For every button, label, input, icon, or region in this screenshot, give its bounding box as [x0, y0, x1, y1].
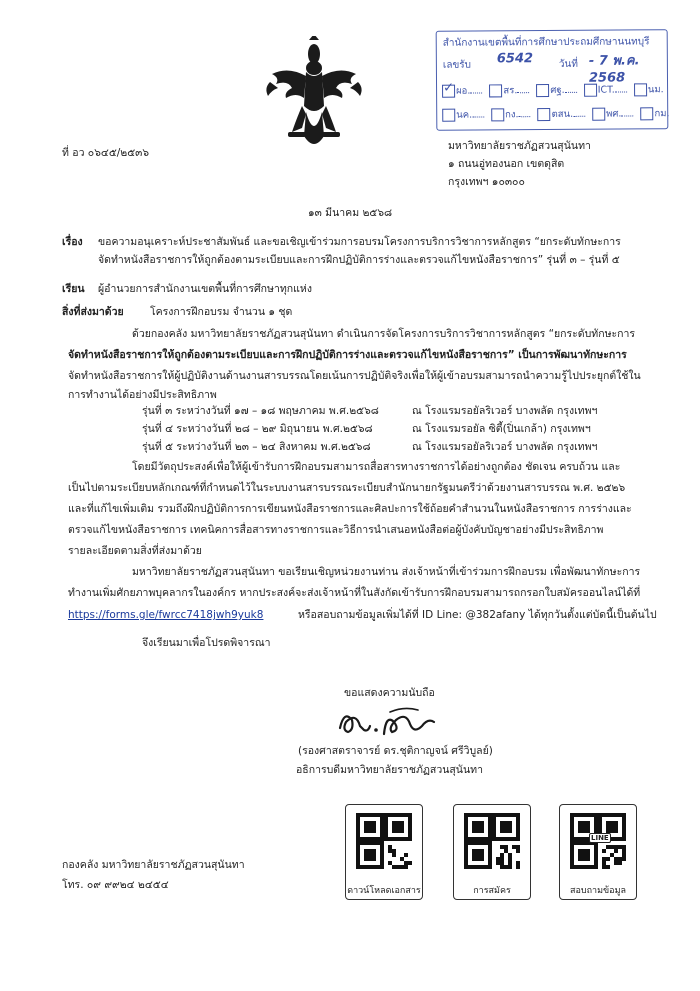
para3-line-3-tail: หรือสอบถามข้อมูลเพิ่มได้ที่ ID Line: @382afany ได้ทุกวันตั้งแต่บัดนี้เป็นต้นไป	[298, 609, 657, 621]
para1-line-4: การทำงานได้อย่างมีประสิทธิภาพ	[68, 389, 217, 401]
qr-code-icon	[464, 813, 520, 869]
attachment-text: โครงการฝึกอบรม จำนวน ๑ ชุด	[150, 306, 293, 318]
footer-department: กองคลัง มหาวิทยาลัยราชภัฏสวนสุนันทา	[62, 859, 245, 871]
para2-line-1: โดยมีวัตถุประสงค์เพื่อให้ผู้เข้ารับการฝึกอบรมสามารถสื่อสารทางราชการได้อย่างถูกต้อง ชัดเจน ครบถ้วน และ	[132, 461, 621, 473]
para2-line-3: และที่แก้ไขเพิ่มเติม รวมถึงฝึกปฏิบัติการการเขียนหนังสือราชการและศิลปะการใช้ถ้อยคำสำนวนในหนังสือราชการ การร่างและ	[68, 503, 632, 515]
para3-line-1: มหาวิทยาลัยราชภัฏสวนสุนันทา ขอเรียนเชิญหน่วยงานท่าน ส่งเจ้าหน้าที่เข้าร่วมการฝึกอบรม เพื่อพัฒนาทักษะการ	[132, 566, 641, 578]
sender-line-1: มหาวิทยาลัยราชภัฏสวนสุนันทา	[448, 140, 591, 152]
para3-line-2: ทำงานเพิ่มศักยภาพบุคลากรในองค์กร หากประสงค์จะส่งเจ้าหน้าที่ในสังกัดเข้ารับการฝึกอบรมสามารถกรอกใบสมัครออนไลน์ได้ที่	[68, 587, 641, 599]
qr-registration[interactable]	[453, 804, 531, 900]
para1-line-2: จัดทำหนังสือราชการให้ถูกต้องตามระเบียบและการฝึกปฏิบัติการร่างและตรวจแก้ไขหนังสือราชการ” เป็นการพัฒนาทักษะการ	[68, 349, 627, 361]
checkbox-icon	[584, 84, 597, 97]
stamp-receipt-label: เลขรับ	[442, 59, 472, 71]
signer-title: อธิการบดีมหาวิทยาลัยราชภัฏสวนสุนันทา	[296, 764, 483, 776]
para2-line-2: เป็นไปตามระเบียบหลักเกณฑ์ที่กำหนดไว้ในระบบงานสารบรรณระเบียบสำนักนายกรัฐมนตรีว่าด้วยงานสารบรรณ พ.ศ. ๒๕๒๖	[68, 482, 626, 494]
checkbox-icon	[536, 84, 549, 97]
qr-caption-download: ดาวน์โหลดเอกสาร	[347, 886, 421, 896]
reference-number: ที่ อว ๐๖๔๕/๒๕๓๖	[62, 147, 150, 159]
closing-regards: ขอแสดงความนับถือ	[344, 687, 435, 699]
registration-link[interactable]: https://forms.gle/fwrcc7418jwh9yuk8	[68, 609, 264, 621]
salutation-label: เรียน	[62, 283, 85, 295]
stamp-routing-row-1: ✓ผอ. สร. ศฐ. ICT. นม.	[442, 82, 664, 99]
para2-line-5: รายละเอียดตามสิ่งที่ส่งมาด้วย	[68, 545, 202, 557]
sender-line-3: กรุงเทพฯ ๑๐๓๐๐	[448, 176, 525, 188]
salutation-text: ผู้อำนวยการสำนักงานเขตพื้นที่การศึกษาทุกแห่ง	[98, 283, 312, 295]
para2-line-4: ตรวจแก้ไขหนังสือราชการ เทคนิคการสื่อสารทางราชการและวิธีการนำเสนอหนังสือต่อผู้บังคับบัญชาอย่างมีประสิทธิภาพ	[68, 524, 604, 536]
signature-icon	[330, 700, 440, 742]
para1-line-1: ด้วยกองคลัง มหาวิทยาลัยราชภัฏสวนสุนันทา ดำเนินการจัดโครงการบริการวิชาการหลักสูตร “ยกระดับทักษะการ	[132, 328, 636, 340]
subject-line-2: จัดทำหนังสือราชการให้ถูกต้องตามระเบียบและการฝึกปฏิบัติการร่างและตรวจแก้ไขหนังสือราชการ” รุ่นที่ ๓ – รุ่นที่ ๕	[98, 254, 620, 266]
qr-code-icon	[356, 813, 412, 869]
line-badge: LINE	[591, 834, 609, 842]
checkbox-icon	[640, 107, 653, 120]
session-3-venue: ณ โรงแรมรอยัลริเวอร์ บางพลัด กรุงเทพฯ	[412, 405, 598, 417]
subject-label: เรื่อง	[62, 236, 83, 248]
stamp-header: สำนักงานเขตพื้นที่การศึกษาประถมศึกษานนทบุรี	[442, 36, 650, 49]
checkbox-icon	[592, 108, 605, 121]
checkbox-checked-icon	[442, 85, 455, 98]
footer-phone: โทร. ๐๙ ๙๙๒๔ ๒๔๕๔	[62, 879, 169, 891]
session-3-dates: รุ่นที่ ๓ ระหว่างวันที่ ๑๗ – ๑๘ พฤษภาคม พ.ศ.๒๕๖๘	[142, 405, 379, 417]
stamp-date-value: - 7 พ.ค. 2568	[588, 53, 640, 86]
garuda-emblem-icon	[262, 36, 366, 156]
subject-line-1: ขอความอนุเคราะห์ประชาสัมพันธ์ และขอเชิญเข้าร่วมการอบรมโครงการบริการวิชาการหลักสูตร “ยกระดับทักษะการ	[98, 236, 621, 248]
attachment-label: สิ่งที่ส่งมาด้วย	[62, 306, 124, 318]
checkbox-icon	[491, 108, 504, 121]
checkbox-icon	[538, 108, 551, 121]
session-4-dates: รุ่นที่ ๔ ระหว่างวันที่ ๒๘ – ๒๙ มิถุนายน พ.ศ.๒๕๖๘	[142, 423, 373, 435]
letter-date: ๑๓ มีนาคม ๒๕๖๘	[308, 207, 393, 219]
checkbox-icon	[489, 84, 502, 97]
stamp-date-label: วันที่	[558, 58, 578, 70]
qr-caption-registration: การสมัคร	[473, 886, 511, 896]
para1-line-3: จัดทำหนังสือราชการให้ผู้ปฏิบัติงานด้านงานสารบรรณโดยเน้นการปฏิบัติจริงเพื่อให้ผู้เข้าอบรมสามารถนำความรู้ไปประยุกต์ใช้ใน	[68, 370, 641, 382]
qr-caption-inquiry: สอบถามข้อมูล	[569, 886, 627, 896]
stamp-routing-row-2: นค. กง. ตสน. พศ. กม.	[442, 106, 669, 123]
qr-line-inquiry[interactable]	[559, 804, 637, 900]
stamp-receipt-number: 6542	[496, 51, 534, 67]
session-4-venue: ณ โรงแรมรอยัล ซิตี้(ปิ่นเกล้า) กรุงเทพฯ	[412, 423, 591, 435]
signer-name: (รองศาสตราจารย์ ดร.ชุติกาญจน์ ศรีวิบูลย์)	[298, 745, 493, 757]
sender-line-2: ๑ ถนนอู่ทองนอก เขตดุสิต	[448, 158, 565, 170]
receiving-stamp	[436, 29, 669, 131]
session-5-dates: รุ่นที่ ๕ ระหว่างวันที่ ๒๓ – ๒๔ สิงหาคม พ.ศ.๒๕๖๘	[142, 441, 371, 453]
checkbox-icon	[634, 83, 647, 96]
session-5-venue: ณ โรงแรมรอยัลริเวอร์ บางพลัด กรุงเทพฯ	[412, 441, 598, 453]
qr-download-documents[interactable]	[345, 804, 423, 900]
checkbox-icon	[442, 109, 455, 122]
closing-request: จึงเรียนมาเพื่อโปรดพิจารณา	[142, 637, 271, 649]
